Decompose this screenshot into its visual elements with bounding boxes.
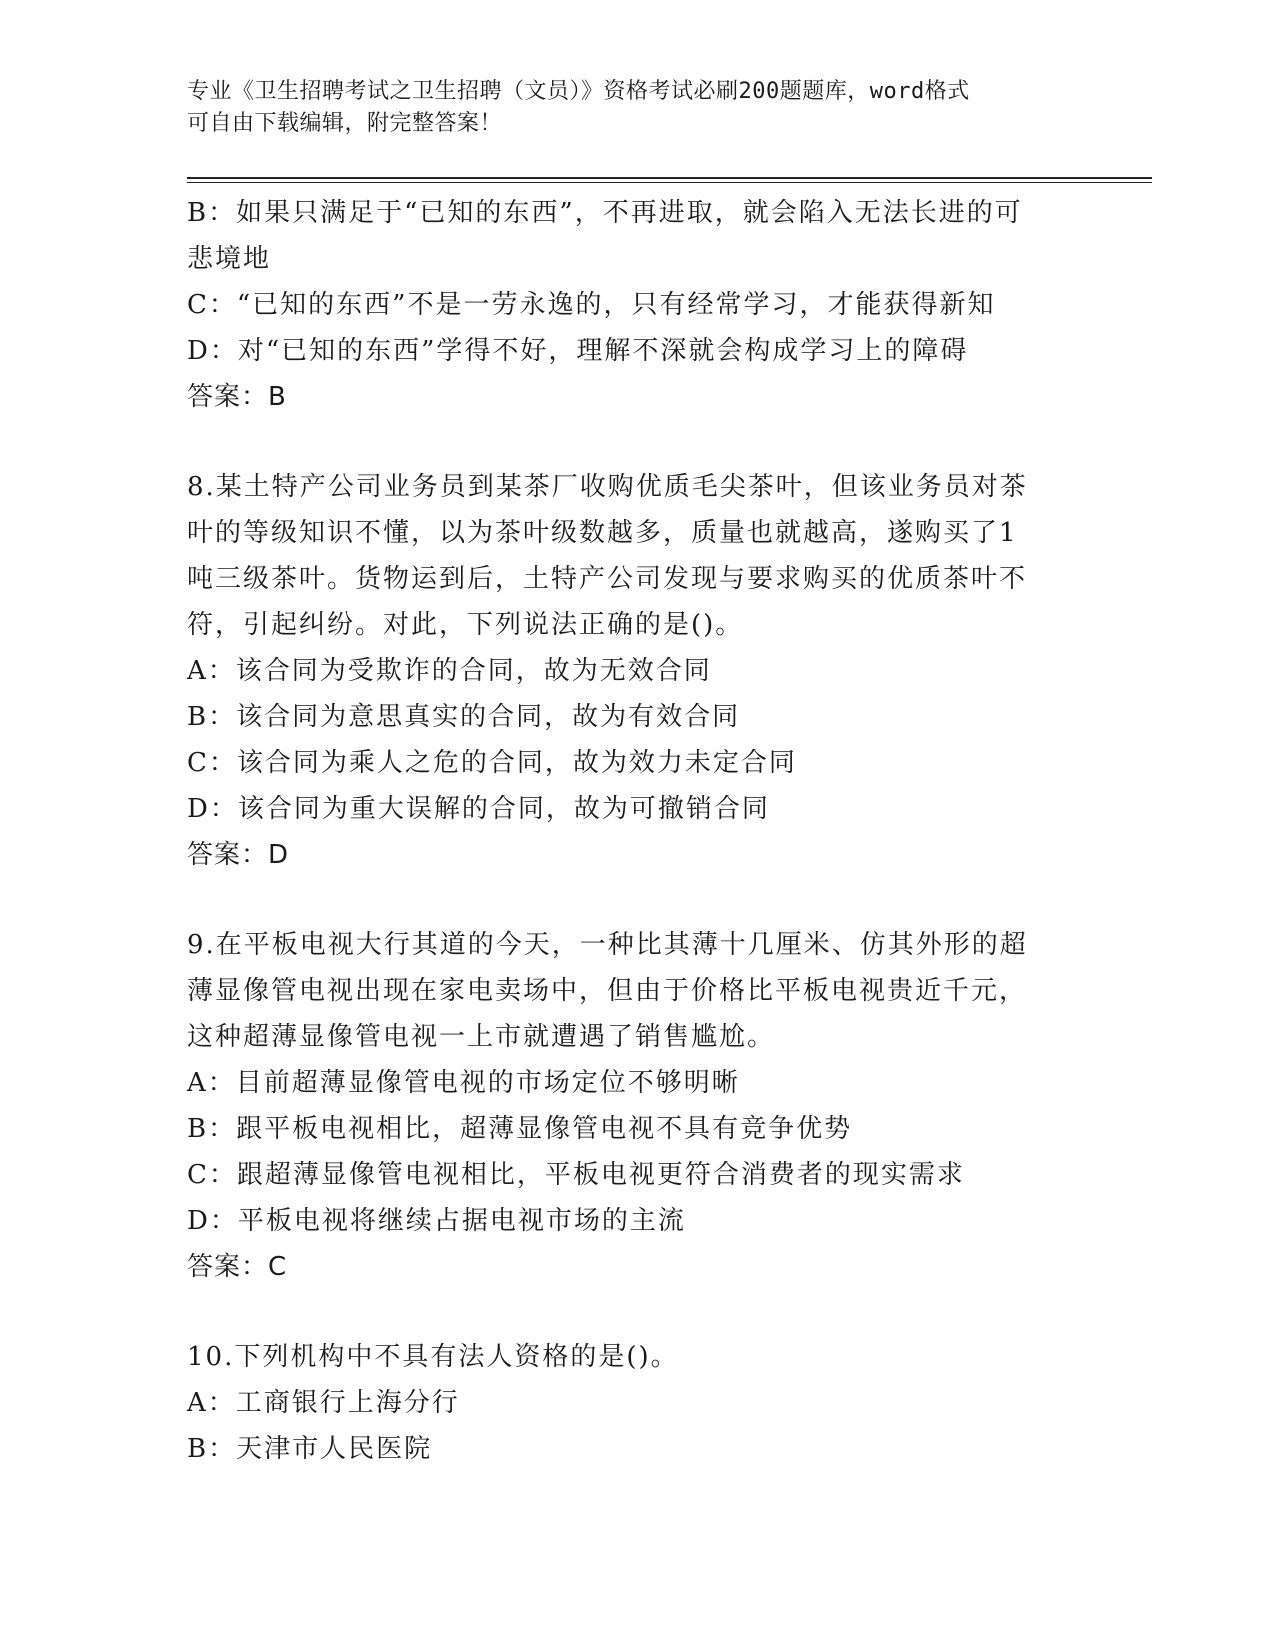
answer-label: 答案：D <box>187 840 290 870</box>
option-a: A：工商银行上海分行 <box>187 1388 460 1418</box>
option-b: B：如果只满足于“已知的东西”，不再进取，就会陷入无法长进的可 <box>187 198 1023 228</box>
option-b: B：天津市人民医院 <box>187 1434 433 1464</box>
option-c: C：“已知的东西”不是一劳永逸的，只有经常学习，才能获得新知 <box>187 290 996 320</box>
option-b: B：该合同为意思真实的合同，故为有效合同 <box>187 702 741 732</box>
spacer <box>187 1290 1087 1334</box>
header-divider-thin <box>187 182 1152 183</box>
page-header <box>187 76 1067 140</box>
option-d: D：平板电视将继续占据电视市场的主流 <box>187 1206 686 1236</box>
question-7-tail <box>187 190 1087 420</box>
option-b: B：跟平板电视相比，超薄显像管电视不具有竞争优势 <box>187 1114 853 1144</box>
option-c: C：跟超薄显像管电视相比，平板电视更符合消费者的现实需求 <box>187 1160 965 1190</box>
option-a: A：该合同为受欺诈的合同，故为无效合同 <box>187 656 712 686</box>
question-stem: 薄显像管电视出现在家电卖场中，但由于价格比平板电视贵近千元， <box>187 976 1028 1006</box>
header-title-line-2: 可自由下载编辑，附完整答案！ <box>187 111 503 136</box>
question-stem: 9.在平板电视大行其道的今天，一种比其薄十几厘米、仿其外形的超 <box>187 930 1028 960</box>
option-a: A：目前超薄显像管电视的市场定位不够明晰 <box>187 1068 740 1098</box>
spacer <box>187 878 1087 922</box>
question-stem: 吨三级茶叶。货物运到后，土特产公司发现与要求购买的优质茶叶不 <box>187 564 1028 594</box>
answer-label: 答案：B <box>187 382 287 412</box>
question-10 <box>187 1334 1087 1472</box>
question-8 <box>187 464 1087 878</box>
question-stem: 这种超薄显像管电视一上市就遭遇了销售尴尬。 <box>187 1022 776 1052</box>
option-b-continued: 悲境地 <box>187 244 272 274</box>
option-d: D：对“已知的东西”学得不好，理解不深就会构成学习上的障碍 <box>187 336 969 366</box>
document-body <box>187 190 1087 1472</box>
question-9 <box>187 922 1087 1290</box>
option-c: C：该合同为乘人之危的合同，故为效力未定合同 <box>187 748 797 778</box>
question-stem: 叶的等级知识不懂，以为茶叶级数越多，质量也就越高，遂购买了1 <box>187 518 1018 548</box>
answer-label: 答案：C <box>187 1252 288 1282</box>
header-title-line-1: 专业《卫生招聘考试之卫生招聘（文员）》资格考试必刷200题题库，word格式 <box>187 79 970 104</box>
option-d: D：该合同为重大误解的合同，故为可撤销合同 <box>187 794 770 824</box>
question-stem: 8.某土特产公司业务员到某茶厂收购优质毛尖茶叶，但该业务员对茶 <box>187 472 1028 502</box>
header-divider-thick <box>187 177 1152 179</box>
spacer <box>187 420 1087 464</box>
question-stem: 10.下列机构中不具有法人资格的是()。 <box>187 1342 679 1372</box>
question-stem: 符，引起纠纷。对此，下列说法正确的是()。 <box>187 610 744 640</box>
